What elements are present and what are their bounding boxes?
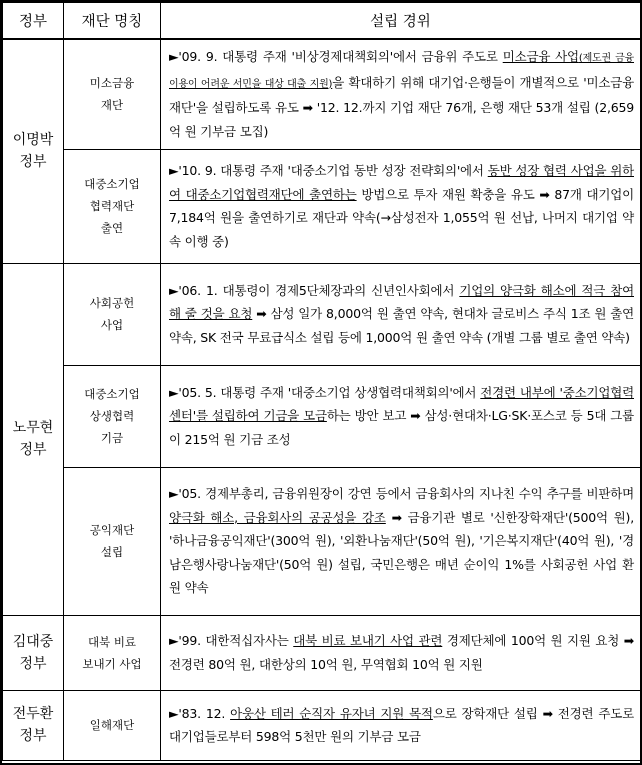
table-row <box>3 615 641 690</box>
foundation-label: 대중소기업 <box>84 177 140 191</box>
foundation-cell <box>64 615 161 690</box>
header-foundation-name: 재단 명칭 <box>64 3 161 40</box>
foundation-label: 협력재단 <box>89 199 135 213</box>
government-label: 이명박 <box>12 132 54 149</box>
foundation-label: 설립 <box>100 545 124 559</box>
foundation-label: 출연 <box>100 221 124 235</box>
foundation-cell <box>64 263 161 365</box>
history-cell <box>161 467 641 615</box>
government-cell <box>3 263 64 615</box>
government-label: 정부 <box>19 442 47 458</box>
history-text: ►'10. 9. 대통령 주재 '대중소기업 동반 성장 전략회의'에서 동반 성장 협력 사업을 위하여 대중소기업협력재단에 출연하는 방법으로 투자 재원 확충을 유도 ➡ 87개 대기업이 7,184억 원을 출연하기로 재단과 약속(→삼성전자 1,055억 원 선납, 나머지 대기업 약속 이행 중) <box>169 163 634 249</box>
table-row <box>3 39 641 149</box>
foundation-label: 사회공헌 <box>89 296 135 310</box>
government-cell <box>3 615 64 690</box>
foundation-cell <box>64 39 161 149</box>
foundation-label: 일해재단 <box>89 718 135 732</box>
foundation-label: 공익재단 <box>89 523 135 537</box>
table-row <box>3 149 641 263</box>
foundation-history-table <box>2 2 641 761</box>
government-cell <box>3 39 64 263</box>
government-label: 노무현 <box>12 420 54 436</box>
history-text: ►'09. 9. 대통령 주재 '비상경제대책회의'에서 금융위 주도로 미소금융 사업(제도권 금융 이용이 어려운 서민을 대상 대출 지원)을 확대하기 위해 대기업·은행들이 개별적으로 '미소금융재단'을 설립하도록 유도 ➡ '12. 12.까지 기업 재단 76개, 은행 재단 53개 설립 (2,659억 원 기부금 모집) <box>169 49 634 139</box>
foundation-label: 재단 <box>100 98 124 113</box>
history-cell <box>161 690 641 760</box>
government-label: 김대중 <box>12 633 54 650</box>
foundation-label: 미소금융 <box>89 76 135 91</box>
foundation-label: 대중소기업 <box>84 387 140 401</box>
table-row <box>3 365 641 467</box>
government-cell <box>3 690 64 760</box>
header-history: 설립 경위 <box>161 3 641 40</box>
government-label: 정부 <box>19 728 47 744</box>
history-cell <box>161 263 641 365</box>
government-label: 정부 <box>19 655 47 672</box>
header-government: 정부 <box>3 3 64 40</box>
history-text: ►'05. 5. 대통령 주재 '대중소기업 상생협력대책회의'에서 전경련 내부에 '중소기업협력센터'를 설립하여 기금을 모금하는 방안 보고 ➡ 삼성·현대차·LG·SK·포스코 등 5대 그룹이 215억 원 기금 조성 <box>169 384 634 447</box>
foundation-cell <box>64 365 161 467</box>
history-text: ►'05. 경제부총리, 금융위원장이 강연 등에서 금융회사의 지나친 수익 추구를 비판하며 양극화 해소, 금융회사의 공공성을 강조 ➡ 금융기관 별로 '신한장학재단'(500억 원), '하나금융공익재단'(300억 원), '외환나눔재단'(50억 원), '기은복지재단'(40억 원), '경남은행사랑나눔재단'(50억 원) 설립, 국민은행은 매년 순이익 1%를 사회공헌 사업 환원 약속 <box>169 486 634 596</box>
foundation-label: 대북 비료 <box>87 634 137 649</box>
foundation-label: 상생협력 <box>89 409 135 423</box>
table-row <box>3 263 641 365</box>
table-header-row <box>3 3 641 40</box>
foundation-cell <box>64 467 161 615</box>
history-cell <box>161 365 641 467</box>
foundation-cell <box>64 690 161 760</box>
history-text: ►'99. 대한적십자사는 대북 비료 보내기 사업 관련 경제단체에 100억 원 지원 요청 ➡ 전경련 80억 원, 대한상의 10억 원, 무역협회 10억 원 지원 <box>169 633 634 672</box>
history-cell <box>161 615 641 690</box>
table-row <box>3 690 641 760</box>
history-text: ►'06. 1. 대통령이 경제5단체장과의 신년인사회에서 기업의 양극화 해소에 적극 참여해 줄 것을 요청 ➡ 삼성 일가 8,000억 원 출연 약속, 현대차 글로비스 주식 1조 원 출연 약속, SK 전국 무료급식소 설립 등에 1,000억 원 출연 약속 (개별 그룹 별로 출연 약속) <box>169 282 635 345</box>
government-label: 정부 <box>19 154 47 171</box>
government-label: 전두환 <box>12 706 54 722</box>
history-text: ►'83. 12. 아웅산 테러 순직자 유자녀 지원 목적으로 장학재단 설립 ➡ 전경련 주도로 대기업들로부터 598억 5천만 원의 기부금 모금 <box>169 705 634 744</box>
foundation-label: 기금 <box>100 431 124 445</box>
foundation-cell <box>64 149 161 263</box>
foundation-label: 보내기 사업 <box>82 656 142 671</box>
table-row <box>3 467 641 615</box>
history-cell <box>161 149 641 263</box>
foundation-label: 사업 <box>100 318 124 332</box>
history-cell <box>161 39 641 149</box>
